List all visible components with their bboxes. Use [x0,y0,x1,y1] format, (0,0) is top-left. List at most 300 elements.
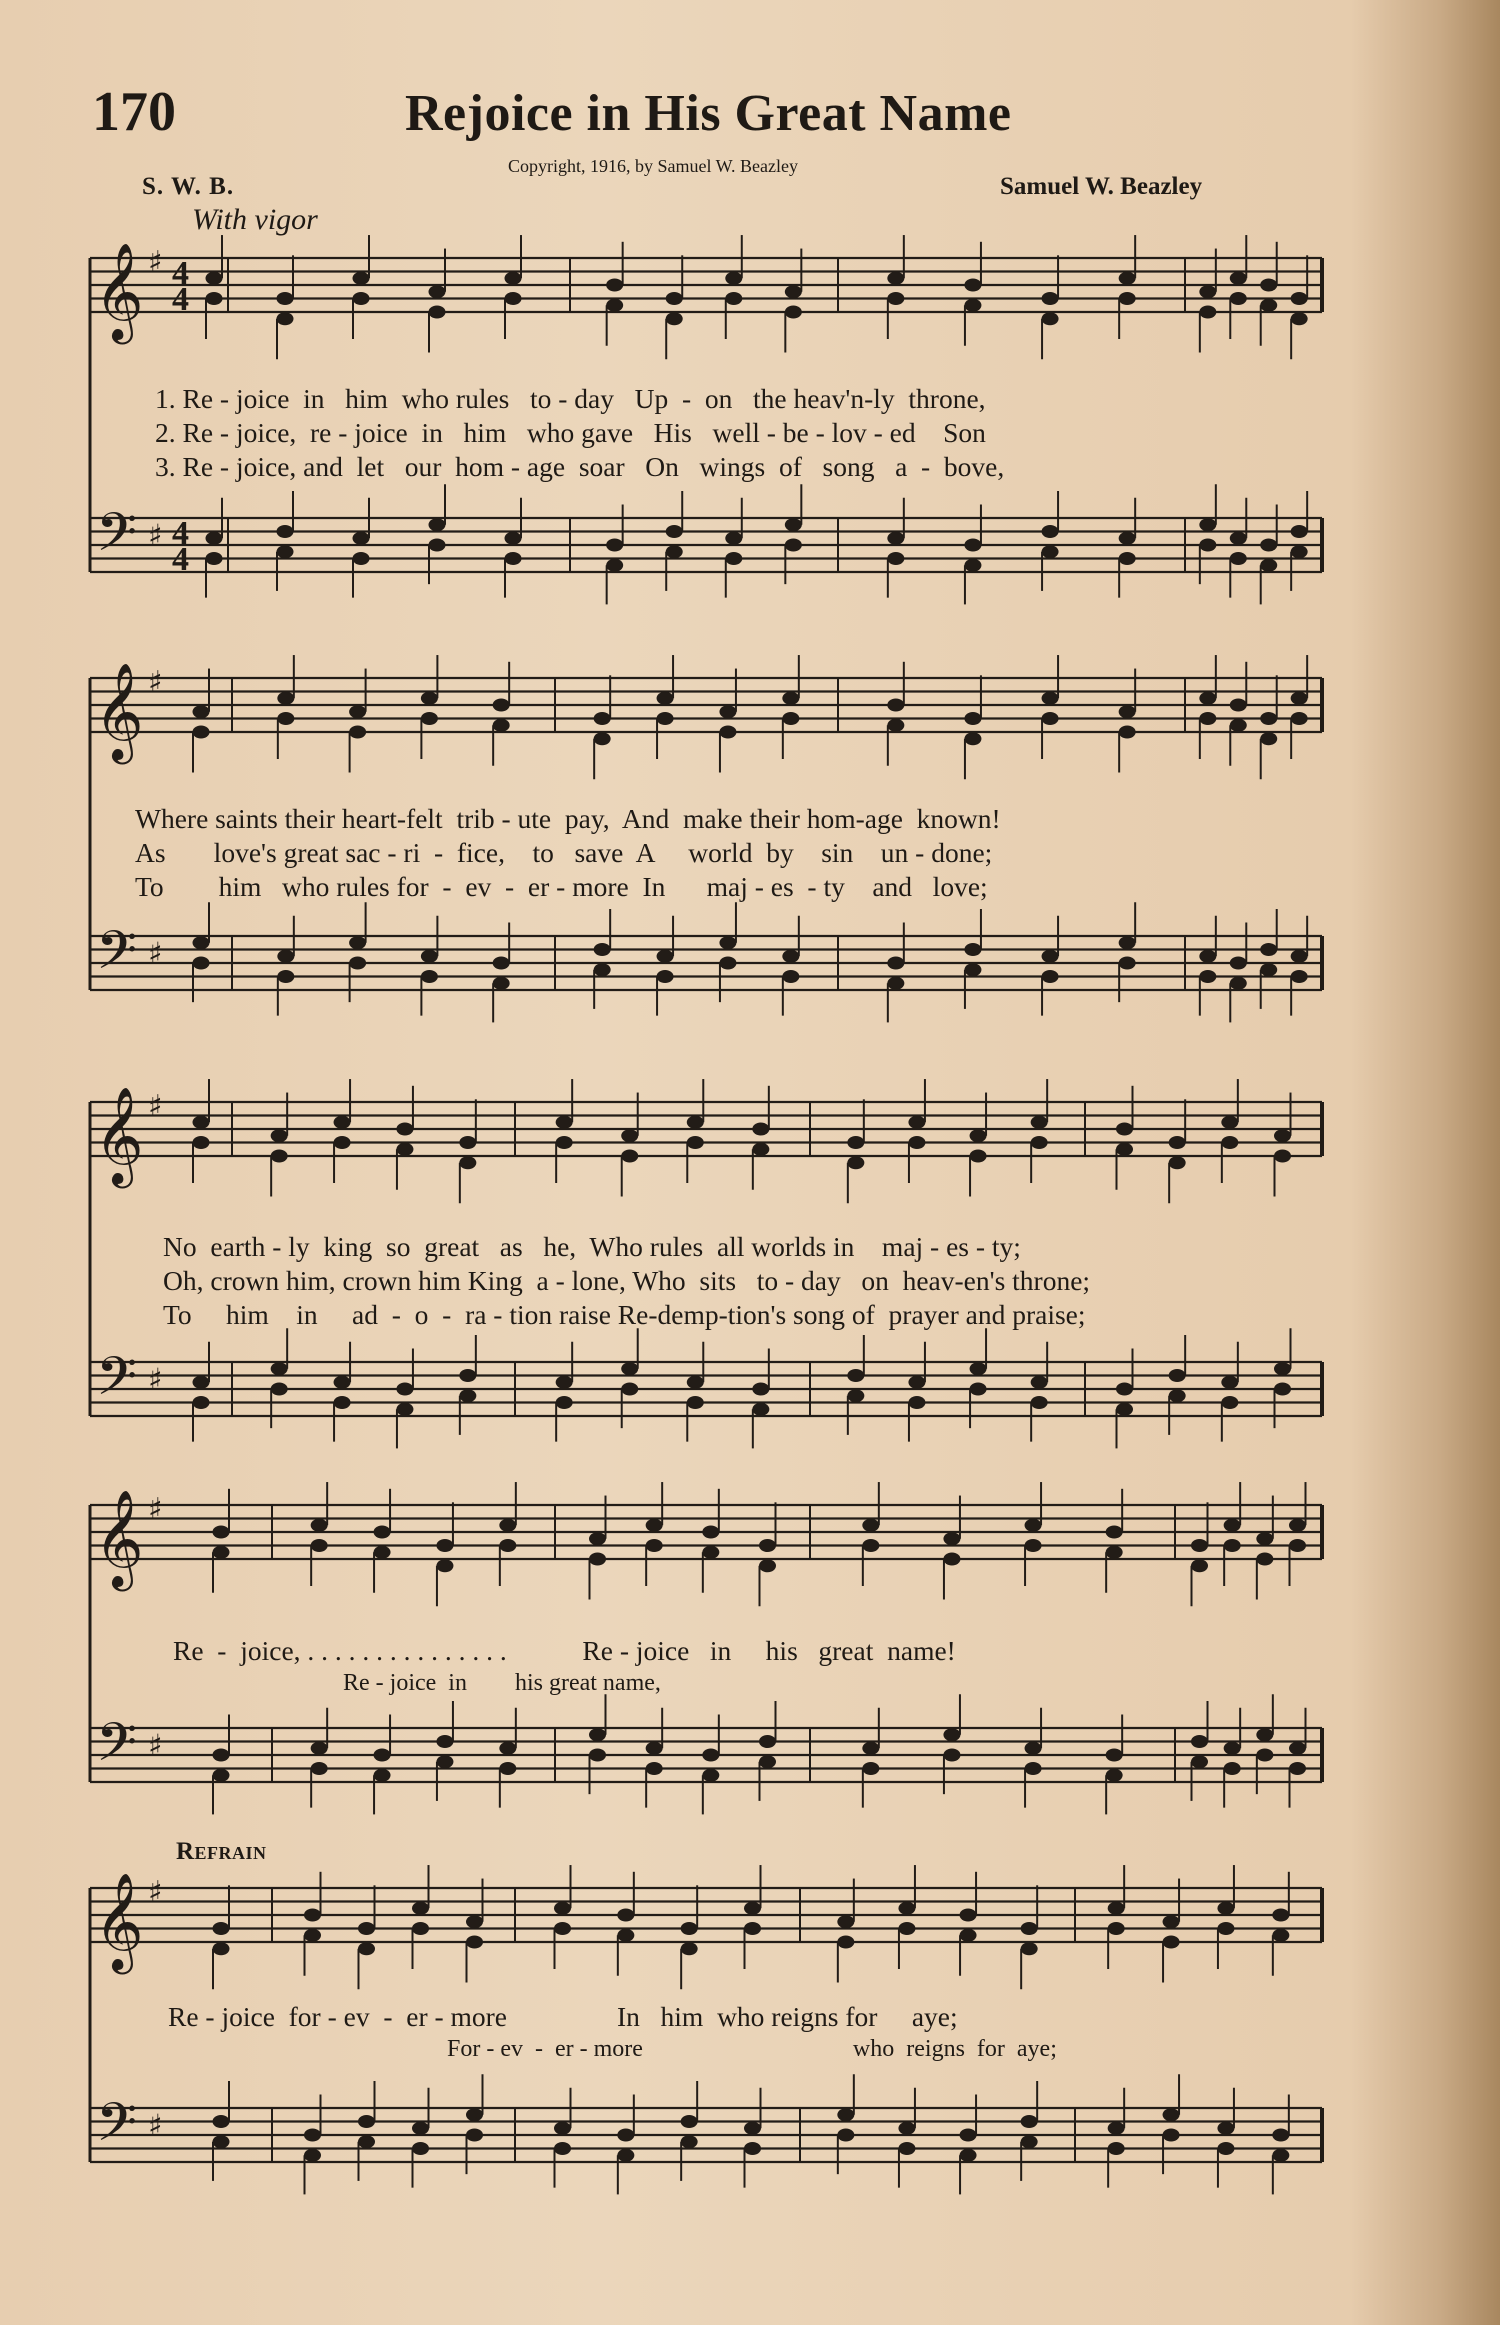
notehead [725,292,742,305]
notehead [193,1376,210,1389]
notehead [374,1546,391,1559]
notehead [1169,1136,1186,1149]
notehead [213,1769,230,1782]
notehead [499,1742,516,1755]
notehead [594,732,611,745]
notehead [1224,1539,1241,1552]
notehead [493,699,510,712]
notehead [666,525,683,538]
notehead [617,1929,634,1942]
lyric-line: Where saints their heart-felt trib - ute pay, And make their hom-age known! [135,803,1001,834]
notehead [681,2115,698,2128]
notehead [1217,2122,1234,2135]
notehead [556,1116,573,1129]
notehead [429,539,446,552]
notehead [1260,943,1277,956]
notehead [193,705,210,718]
notehead [311,1539,328,1552]
notehead [396,1123,413,1136]
tempo-marking: With vigor [192,203,318,236]
notehead [412,2142,429,2155]
notehead [759,1735,776,1748]
notehead [429,518,446,531]
notehead [1119,292,1136,305]
lyric-line: Oh, crown him, crown him King a - lone, Who sits to - day on heav-en's throne; [163,1265,1091,1296]
notehead [887,977,904,990]
notehead [589,1553,606,1566]
key-sharp: ♯ [148,245,163,280]
notehead [943,1532,960,1545]
notehead [621,1383,638,1396]
notehead [1116,1143,1133,1156]
notehead [908,1396,925,1409]
notehead [505,532,522,545]
notehead [725,552,742,565]
notehead [1272,2129,1289,2142]
notehead [970,1150,987,1163]
notehead [646,1519,663,1532]
notehead [887,272,904,285]
notehead [1256,1728,1273,1741]
notehead [1191,1755,1208,1768]
notehead [1163,1936,1180,1949]
notehead [277,525,294,538]
notehead [862,1742,879,1755]
notehead [887,532,904,545]
notehead [1025,1762,1042,1775]
notehead [1199,518,1216,531]
notehead [960,1929,977,1942]
bass-clef: 𝄢 [96,1712,138,1787]
notehead [412,1922,429,1935]
notehead [1272,1909,1289,1922]
notehead [657,712,674,725]
notehead [1025,1539,1042,1552]
notehead [1230,292,1247,305]
lyric-line: 3. Re - joice, and let our hom - age soar On wings of song a - bove, [155,451,1005,482]
notehead [1289,1519,1306,1532]
notehead [1199,692,1216,705]
notehead [358,2115,375,2128]
notehead [862,1762,879,1775]
notehead [213,1922,230,1935]
treble-clef: 𝄞 [94,1872,144,1970]
notehead [1119,552,1136,565]
notehead [493,977,510,990]
notehead [960,1909,977,1922]
notehead [1042,970,1059,983]
notehead [459,1369,476,1382]
notehead [1021,1942,1038,1955]
notehead [1230,719,1247,732]
notehead [1116,1383,1133,1396]
notehead [1224,1762,1241,1775]
notehead [702,1769,719,1782]
notehead [837,1936,854,1949]
hymn-number: 170 [92,81,176,143]
notehead [304,1909,321,1922]
notehead [666,312,683,325]
notehead [1106,1546,1123,1559]
notehead [459,1389,476,1402]
notehead [1230,552,1247,565]
key-sharp: ♯ [148,1728,163,1764]
notehead [908,1136,925,1149]
notehead [1042,312,1059,325]
notehead [1025,1742,1042,1755]
notehead [1169,1369,1186,1382]
notehead [193,1116,210,1129]
notehead [621,1129,638,1142]
notehead [943,1728,960,1741]
notehead [277,970,294,983]
notehead [493,957,510,970]
notehead [271,1129,288,1142]
notehead [964,943,981,956]
notehead [277,950,294,963]
notehead [964,539,981,552]
notehead [1291,692,1308,705]
time-sig-bottom: 4 [172,541,189,578]
notehead [554,2142,571,2155]
notehead [898,2142,915,2155]
notehead [782,692,799,705]
notehead [396,1143,413,1156]
notehead [1119,726,1136,739]
notehead [421,970,438,983]
notehead [1224,1742,1241,1755]
notehead [847,1156,864,1169]
notehead [606,539,623,552]
notehead [960,2129,977,2142]
lyric-line: 1. Re - joice in him who rules to - day Up - on the heav'n-ly throne, [155,383,986,414]
notehead [213,1546,230,1559]
notehead [1224,1519,1241,1532]
notehead [960,2149,977,2162]
treble-clef: 𝄞 [94,662,144,760]
key-sharp: ♯ [148,1089,163,1124]
notehead [759,1755,776,1768]
notehead [687,1396,704,1409]
time-sig-top: 4 [172,515,189,552]
notehead [617,1909,634,1922]
notehead [1169,1389,1186,1402]
notehead [1291,545,1308,558]
notehead [1116,1403,1133,1416]
notehead [459,1136,476,1149]
notehead [606,559,623,572]
notehead [744,2122,761,2135]
notehead [193,726,210,739]
notehead [353,292,370,305]
notehead [847,1369,864,1382]
notehead [1021,1922,1038,1935]
words-credit: S. W. B. [142,173,235,200]
notehead [421,712,438,725]
notehead [862,1519,879,1532]
bass-clef: 𝄢 [96,920,138,995]
notehead [621,1150,638,1163]
notehead [1199,970,1216,983]
notehead [1274,1150,1291,1163]
bass-clef: 𝄢 [96,2092,138,2167]
notehead [725,532,742,545]
treble-clef: 𝄞 [94,1489,144,1587]
notehead [466,2108,483,2121]
notehead [466,1936,483,1949]
notehead [687,1116,704,1129]
notehead [1031,1136,1048,1149]
notehead [719,726,736,739]
key-sharp: ♯ [148,2108,163,2144]
notehead [1191,1735,1208,1748]
notehead [1291,712,1308,725]
notehead [556,1376,573,1389]
notehead [898,2122,915,2135]
notehead [311,1519,328,1532]
notehead [1230,699,1247,712]
notehead [964,732,981,745]
treble-clef: 𝄞 [94,1086,144,1184]
notehead [1217,2142,1234,2155]
notehead [396,1383,413,1396]
bass-clef: 𝄢 [96,502,138,577]
notehead [657,970,674,983]
notehead [702,1749,719,1762]
notehead [657,692,674,705]
notehead [1031,1376,1048,1389]
notehead [436,1735,453,1748]
notehead [1116,1123,1133,1136]
notehead [744,1902,761,1915]
notehead [943,1749,960,1762]
notehead [429,306,446,319]
notehead [1291,970,1308,983]
notehead [556,1396,573,1409]
notehead [666,292,683,305]
music-credit: Samuel W. Beazley [1000,173,1203,200]
notehead [554,1902,571,1915]
notehead [1260,732,1277,745]
notehead [1199,539,1216,552]
notehead [277,692,294,705]
notehead [1274,1362,1291,1375]
notehead [1230,532,1247,545]
notehead [1042,292,1059,305]
notehead [505,272,522,285]
notehead [1199,306,1216,319]
lyric-line: No earth - ly king so great as he, Who rules all worlds in maj - es - ty; [163,1231,1021,1262]
notehead [349,936,366,949]
notehead [1291,292,1308,305]
notehead [499,1762,516,1775]
notehead [271,1383,288,1396]
notehead [412,2122,429,2135]
notehead [1289,1762,1306,1775]
notehead [1272,1929,1289,1942]
notehead [752,1143,769,1156]
notehead [1042,525,1059,538]
time-sig-bottom: 4 [172,281,189,318]
notehead [353,552,370,565]
notehead [206,292,223,305]
notehead [970,1362,987,1375]
notehead [725,272,742,285]
notehead [193,936,210,949]
lyric-line-alto: For - ev - er - more who reigns for aye; [447,2036,1057,2062]
notehead [374,1769,391,1782]
notehead [964,299,981,312]
key-sharp: ♯ [148,1492,163,1527]
notehead [206,532,223,545]
notehead [970,1383,987,1396]
notehead [681,2135,698,2148]
notehead [666,545,683,558]
notehead [1260,712,1277,725]
notehead [887,552,904,565]
notehead [436,1539,453,1552]
notehead [1289,1742,1306,1755]
notehead [1119,532,1136,545]
notehead [687,1136,704,1149]
notehead [1260,299,1277,312]
hymn-title: Rejoice in His Great Name [405,85,1012,142]
notehead [304,2129,321,2142]
notehead [1230,957,1247,970]
notehead [785,285,802,298]
notehead [1042,692,1059,705]
notehead [1169,1156,1186,1169]
notehead [213,1526,230,1539]
lyric-line: To him in ad - o - ra - tion raise Re-demp-tion's song of prayer and praise; [163,1299,1086,1330]
notehead [1260,539,1277,552]
notehead [589,1532,606,1545]
notehead [681,1942,698,1955]
lyric-line: As love's great sac - ri - fice, to save A world by sin un - done; [135,837,993,868]
notehead [744,2142,761,2155]
notehead [1260,963,1277,976]
notehead [1199,285,1216,298]
notehead [594,712,611,725]
key-sharp: ♯ [148,1362,163,1398]
notehead [499,1519,516,1532]
notehead [1230,977,1247,990]
notehead [594,943,611,956]
notehead [353,272,370,285]
bass-clef: 𝄢 [96,1346,138,1421]
notehead [617,2129,634,2142]
notehead [943,1553,960,1566]
notehead [1119,272,1136,285]
notehead [847,1136,864,1149]
notehead [752,1383,769,1396]
notehead [436,1559,453,1572]
treble-clef: 𝄞 [94,242,144,340]
notehead [1260,559,1277,572]
notehead [887,699,904,712]
notehead [349,705,366,718]
notehead [759,1539,776,1552]
notehead [1230,272,1247,285]
notehead [556,1136,573,1149]
notehead [1274,1129,1291,1142]
notehead [1221,1396,1238,1409]
notehead [862,1539,879,1552]
notehead [193,957,210,970]
notehead [311,1762,328,1775]
lyric-line-alto: Re - joice in his great name, [343,1670,661,1696]
notehead [1042,950,1059,963]
notehead [1221,1136,1238,1149]
notehead [1260,279,1277,292]
notehead [837,1915,854,1928]
notehead [908,1376,925,1389]
notehead [1163,2108,1180,2121]
notehead [311,1742,328,1755]
notehead [1217,1902,1234,1915]
notehead [334,1396,351,1409]
key-sharp: ♯ [148,1875,163,1910]
notehead [1221,1116,1238,1129]
notehead [271,1150,288,1163]
notehead [213,2135,230,2148]
notehead [837,2129,854,2142]
notehead [1163,2129,1180,2142]
notehead [1199,712,1216,725]
notehead [646,1762,663,1775]
notehead [334,1376,351,1389]
notehead [1106,1526,1123,1539]
notehead [1108,1922,1125,1935]
notehead [1163,1915,1180,1928]
notehead [702,1526,719,1539]
notehead [589,1728,606,1741]
notehead [1031,1116,1048,1129]
notehead [1119,957,1136,970]
notehead [752,1123,769,1136]
notehead [681,1922,698,1935]
notehead [646,1742,663,1755]
notehead [782,970,799,983]
notehead [1031,1396,1048,1409]
notehead [1291,312,1308,325]
notehead [277,292,294,305]
notehead [1191,1559,1208,1572]
notehead [1108,2122,1125,2135]
notehead [1191,1539,1208,1552]
notehead [429,285,446,298]
notehead [193,1396,210,1409]
notehead [304,1929,321,1942]
notehead [193,1136,210,1149]
notehead [349,957,366,970]
notehead [589,1749,606,1762]
notehead [213,2115,230,2128]
notehead [334,1116,351,1129]
notehead [744,1922,761,1935]
notehead [349,726,366,739]
notehead [847,1389,864,1402]
notehead [837,2108,854,2121]
notehead [702,1546,719,1559]
notehead [277,712,294,725]
notehead [277,312,294,325]
key-sharp: ♯ [148,518,163,554]
notehead [421,692,438,705]
notehead [358,1922,375,1935]
notehead [206,552,223,565]
notehead [1042,712,1059,725]
